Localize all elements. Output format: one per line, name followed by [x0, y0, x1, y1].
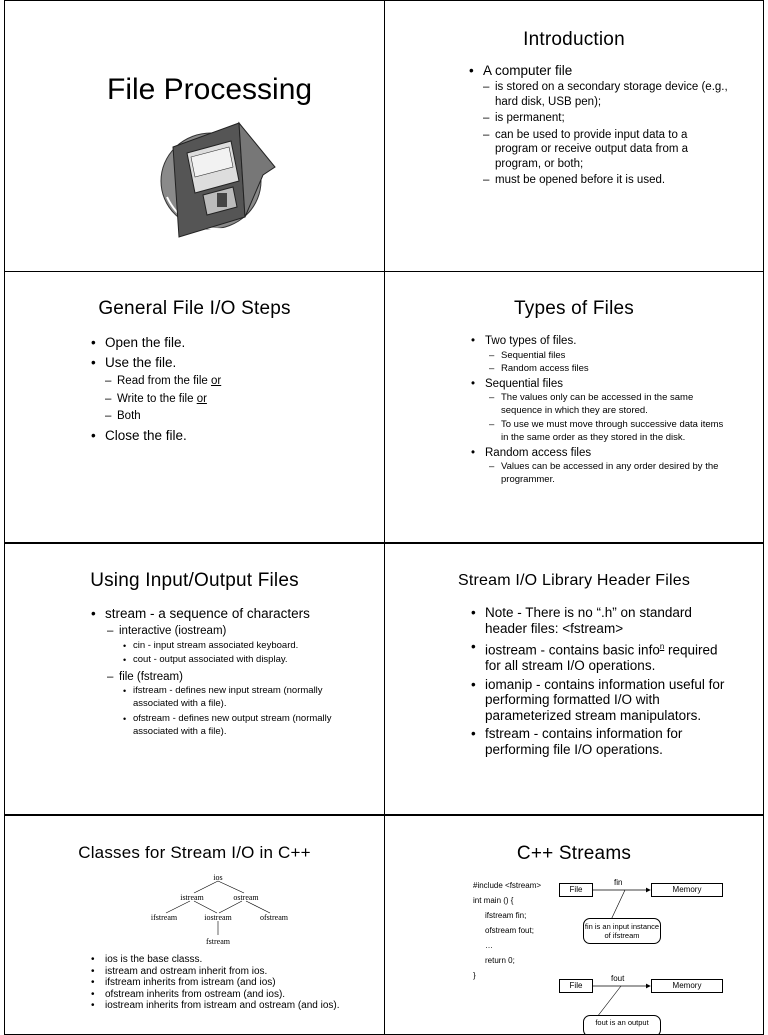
- slide-stream-classes: [4, 815, 385, 1035]
- bullet-item: • stream - a sequence of characters – interactive (iostream) • cin - input stream associated keyboard. • cout - output associated with display. – file (fstream) • ifstream - defines new input stream (normally associated with a file). • ofstream - defines new output stream (normally associated with a file).: [91, 605, 361, 738]
- bullet-item: • Random access files – Values can be accessed in any order desired by the programmer.: [471, 446, 729, 486]
- slide-file-processing: [4, 0, 385, 272]
- class-fstream: fstream: [206, 937, 230, 946]
- slide-title: Using Input/Output Files: [90, 570, 299, 591]
- fout-callout: fout is an output: [583, 1015, 661, 1035]
- slide-title: Introduction: [523, 29, 625, 50]
- bullet-item: • Use the file. – Read from the file or – Write to the file or – Both: [91, 353, 351, 426]
- sub-bullet-item: – file (fstream) • ifstream - defines new input stream (normally associated with a file). • ofstream - defines new output stream (normally associated with a file).: [107, 669, 361, 738]
- slide-using-io-files: [4, 543, 385, 815]
- slide-stream-io-header-files: [384, 543, 764, 815]
- bullet-item: • Note - There is no “.h” on standard header files: <fstream>: [471, 605, 733, 636]
- bullet-item: • Two types of files. – Sequential files – Random access files: [471, 334, 729, 375]
- slide-title: Types of Files: [513, 298, 634, 319]
- fin-label: fin: [614, 878, 623, 887]
- slide-cpp-streams: [384, 815, 764, 1035]
- code-line: …: [485, 941, 493, 950]
- sub-bullet-item: – is stored on a secondary storage device (e.g., hard disk, USB pen);: [483, 80, 731, 109]
- floppy-disk-icon: [153, 119, 283, 239]
- bullet-item: • ios is the base classs.: [91, 954, 353, 966]
- class-ifstream: ifstream: [150, 913, 178, 922]
- code-line: ofstream fout;: [485, 926, 534, 935]
- memory-box: Memory: [651, 883, 723, 897]
- slide-title: Stream I/O Library Header Files: [457, 572, 691, 589]
- sub-bullet-item: – must be opened before it is used.: [483, 173, 731, 188]
- bullet-item: • Open the file.: [91, 333, 351, 353]
- sub-bullet-item: – Values can be accessed in any order desired by the programmer.: [489, 461, 729, 486]
- bullet-item: • Close the file.: [91, 426, 351, 446]
- sub-bullet-item: – Random access files: [489, 362, 729, 375]
- code-line: #include <fstream>: [473, 881, 542, 890]
- bullet-item: • ifstream inherits from istream (and ios): [91, 977, 353, 989]
- slide-title: File Processing: [107, 73, 313, 106]
- code-line: }: [473, 971, 476, 980]
- class-ios: ios: [213, 873, 223, 882]
- sub-bullet-item: – Both: [105, 408, 351, 426]
- file-box: File: [559, 883, 593, 897]
- bullet-item: • ofstream inherits from ostream (and ios).: [91, 989, 353, 1001]
- sub-bullet-item: – interactive (iostream) • cin - input stream associated keyboard. • cout - output associated with display.: [107, 623, 361, 667]
- bullet-item: • fstream - contains information for performing file I/O operations.: [471, 726, 733, 757]
- bullet-item: • iomanip - contains information useful for performing formatted I/O with parameterized stream manipulators.: [471, 677, 733, 724]
- stream-diagram-connectors: [385, 816, 764, 1035]
- sub-bullet-item: – Read from the file or: [105, 373, 351, 391]
- sub-bullet-item: – can be used to provide input data to a program or receive output data from a program, or both;: [483, 128, 731, 172]
- file-box: File: [559, 979, 593, 993]
- sub-sub-bullet-item: • cin - input stream associated keyboard.: [123, 639, 361, 653]
- class-istream: istream: [180, 893, 204, 902]
- bullet-item: • istream and ostream inherit from ios.: [91, 966, 353, 978]
- class-ostream: ostream: [233, 893, 259, 902]
- slide-title: C++ Streams: [516, 843, 632, 864]
- class-iostream: iostream: [204, 913, 232, 922]
- slide-general-file-io-steps: [4, 271, 385, 543]
- slide-types-of-files: [384, 271, 764, 543]
- bullet-item: • iostream - contains basic info$^n$ required for all stream I/O operations.: [471, 639, 733, 674]
- sub-sub-bullet-item: • ifstream - defines new input stream (normally associated with a file).: [123, 685, 361, 710]
- class-ofstream: ofstream: [260, 913, 288, 922]
- bullet-item: • iostream inherits from istream and ostream (and ios).: [91, 1000, 353, 1012]
- fout-label: fout: [611, 974, 625, 983]
- sub-sub-bullet-item: • cout - output associated with display.: [123, 653, 361, 667]
- sub-sub-bullet-item: • ofstream - defines new output stream (normally associated with a file).: [123, 713, 361, 738]
- slide-title: General File I/O Steps: [98, 298, 291, 319]
- slide-title: Classes for Stream I/O in C++: [78, 843, 311, 862]
- code-line: ifstream fin;: [485, 911, 527, 920]
- sub-bullet-item: – is permanent;: [483, 111, 731, 126]
- bullet-item: • Sequential files – The values only can be accessed in the same sequence in which they are stored. – To use we must move through successive data items in the same order as they stored in the disk.: [471, 377, 729, 444]
- code-line: return 0;: [485, 956, 515, 965]
- slide-introduction: [384, 0, 764, 272]
- fin-callout: fin is an input instance of ifstream: [583, 918, 661, 944]
- sub-bullet-item: – Write to the file or: [105, 391, 351, 409]
- bullet-item: • A computer file – is stored on a secondary storage device (e.g., hard disk, USB pen); – is permanent; – can be used to provide input data to a program or receive output data from a program, or both; – must be opened before it is used.: [469, 63, 731, 188]
- sub-bullet-item: – Sequential files: [489, 349, 729, 362]
- code-line: int main () {: [473, 896, 514, 905]
- class-hierarchy-diagram: [118, 872, 318, 952]
- sub-bullet-item: – To use we must move through successive data items in the same order as they stored in the disk.: [489, 419, 729, 444]
- memory-box: Memory: [651, 979, 723, 993]
- sub-bullet-item: – The values only can be accessed in the same sequence in which they are stored.: [489, 392, 729, 417]
